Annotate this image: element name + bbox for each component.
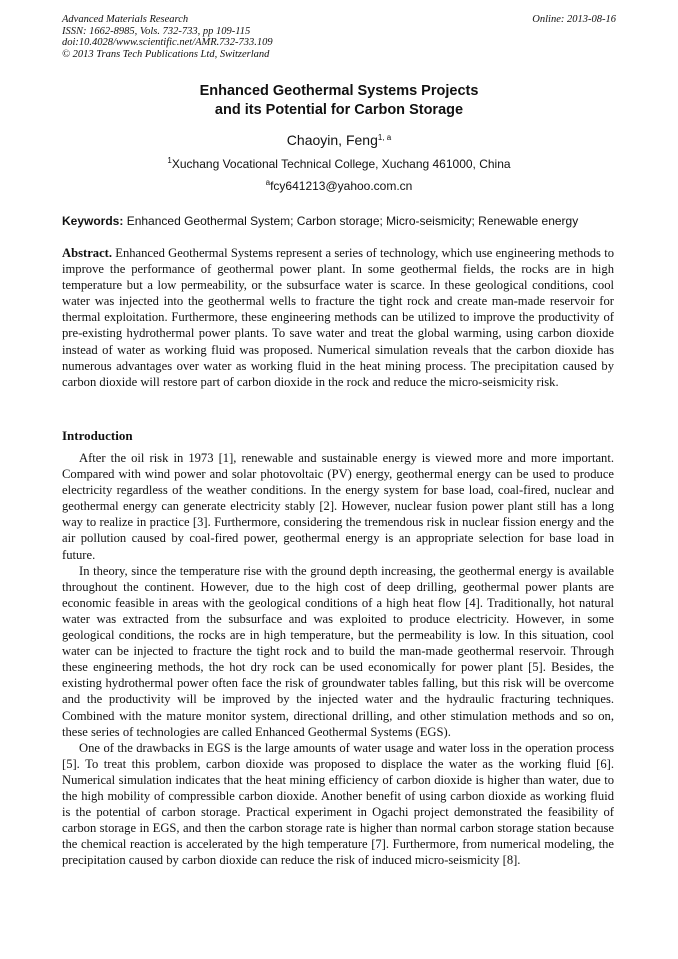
affiliation-text: Xuchang Vocational Technical College, Xuchang 461000, China	[171, 157, 511, 171]
title-line-2: and its Potential for Carbon Storage	[214, 102, 464, 118]
email-address[interactable]: fcy641213@yahoo.com.cn	[270, 179, 413, 193]
section-heading-introduction: Introduction	[62, 428, 133, 443]
keywords-label: Keywords:	[62, 214, 124, 228]
author-superscript: 1, a	[377, 133, 392, 142]
intro-paragraph-2: In theory, since the temperature rise with the ground depth increasing, the geothermal energy is available throughout the continent. However, due to the high cost of deep drilling, geothermal power plants are economic feasible in areas with the geological conditions of a high heat flow [4]. Traditionally, hot natural water was extracted from the subsurface and was exploited to produce electricity. However, in some geological conditions, the rocks are in high temperature, but the permeability is low. In this situation, cool water can be injected to fracture the tight rock and to build the man-made geothermal reservoir. Through these engineering methods, the hot dry rock can be used economically for power plant [5]. Besides, the existing hydrothermal power often face the risk of groundwater tables falling, but this risk will be overcome and the productivity will be improved by the injected water and the hydraulic fracturing techniques. Combined with the mature monitor system, directional drilling, and other stimulation methods and so on, these series of technologies are called Enhanced Geothermal Systems (EGS).	[62, 563, 614, 739]
online-date: Online: 2013-08-16	[532, 14, 616, 25]
email-line	[62, 179, 616, 193]
issn-line: ISSN: 1662-8985, Vols. 732-733, pp 109-115	[62, 25, 251, 37]
abstract-paragraph	[62, 245, 614, 390]
author-line	[62, 132, 616, 148]
affiliation-superscript: 1	[167, 156, 172, 165]
abstract-label: Abstract.	[62, 246, 113, 260]
keywords	[62, 214, 616, 228]
abstract	[62, 245, 614, 390]
keywords-text: Enhanced Geothermal System; Carbon storage; Micro-seismicity; Renewable energy	[123, 214, 579, 228]
paper-title	[62, 82, 616, 120]
abstract-text: Enhanced Geothermal Systems represent a series of technology, which use engineering methods to improve the performance of geothermal power plant. In some geothermal fields, the rocks are in high temperature but a low permeability, or the subsurface water is scarce. In these geological conditions, cool water was injected into the geothermal wells to fracture the tight rock and create man-made reservoir for thermal exploitation. Furthermore, these engineering methods can be utilized to improve the productivity of pre-existing hydrothermal power plants. To save water and treat the global warming, using carbon dioxide instead of water as working fluid was proposed. Numerical simulation reveals that the carbon dioxide has numerous advantages over water as working fluid in the heat mining process. The precipitation caused by carbon dioxide will restore part of carbon dioxide in the rock and reduce the micro-seismicity risk.	[62, 246, 614, 389]
introduction-body	[62, 450, 614, 868]
journal-header	[62, 14, 616, 60]
affiliation	[62, 157, 616, 171]
intro-paragraph-1: After the oil risk in 1973 [1], renewable and sustainable energy is viewed more and more important. Compared with wind power and solar photovoltaic (PV) energy, geothermal energy can be used to produce electricity regardless of the weather conditions. In the energy system for base load, coal-fired, nuclear and geothermal energy can generate electricity stably [2]. However, nuclear fusion power plant still has a long way to realize in practice [3]. Furthermore, considering the tremendous risk in nuclear fission energy and the air pollution caused by coal-fired power, geothermal energy is an appropriate selection for base load in future.	[62, 451, 614, 562]
intro-paragraph-3: One of the drawbacks in EGS is the large amounts of water usage and water loss in the operation process [5]. To treat this problem, carbon dioxide was proposed to displace the water as the working fluid [6]. Numerical simulation indicates that the heat mining efficiency of carbon dioxide is higher than water, due to the high mobility of compressible carbon dioxide. Another benefit of using carbon dioxide as working fluid is the potential of carbon storage. Practical experiment in Ogachi project demonstrated the feasibility of carbon storage in EGS, and then the carbon storage rate is higher than normal carbon storage station because the chemical reaction is accelerated by the high temperature [7]. Furthermore, from numerical modeling, the precipitation caused by carbon dioxide can reduce the risk of induced micro-seismicity [8].	[62, 740, 614, 868]
author-name: Chaoyin, Feng	[286, 132, 378, 148]
journal-name: Advanced Materials Research	[62, 14, 189, 25]
doi-line: doi:10.4028/www.scientific.net/AMR.732-733.109	[62, 37, 273, 48]
copyright-line: © 2013 Trans Tech Publications Ltd, Switzerland	[62, 48, 270, 60]
email-superscript: a	[265, 178, 271, 187]
title-line-1: Enhanced Geothermal Systems Projects	[199, 83, 479, 99]
